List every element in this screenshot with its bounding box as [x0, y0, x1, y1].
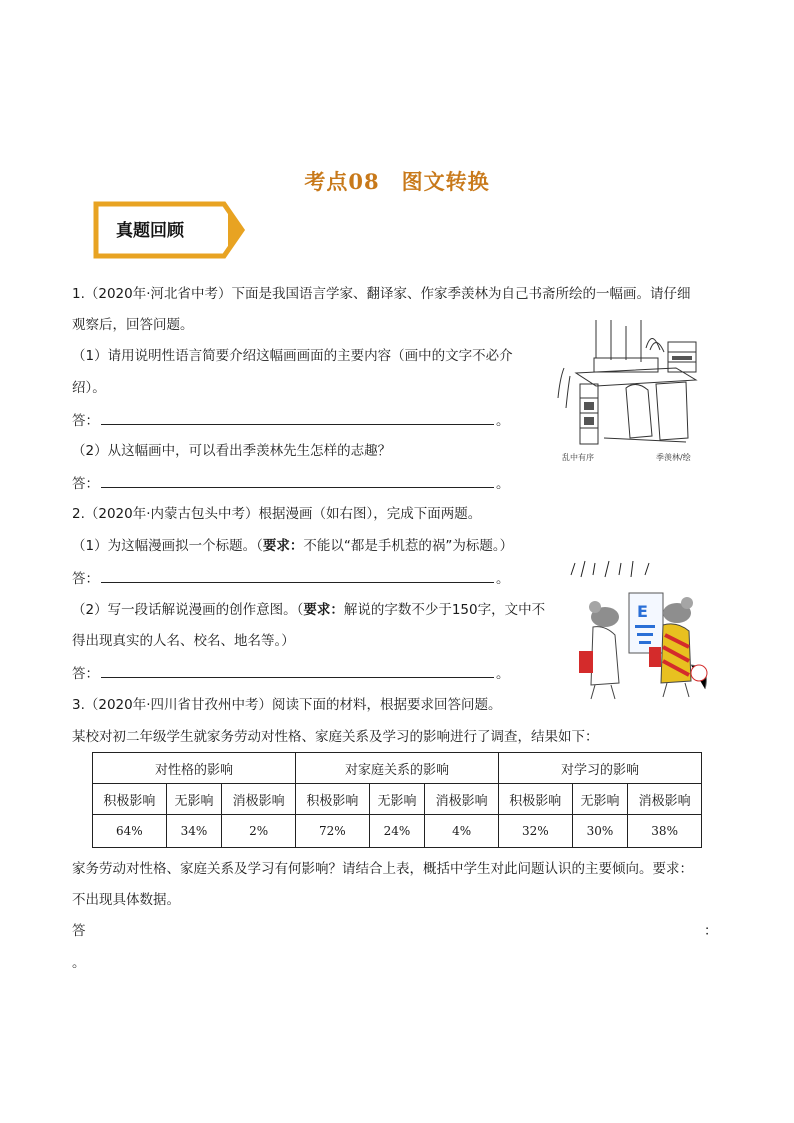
- table-cell: 2%: [222, 815, 296, 848]
- svg-text:E: E: [637, 602, 648, 621]
- table-cell: 34%: [166, 815, 222, 848]
- q1-sub2: （2）从这幅画中，可以看出季羡林先生怎样的志趣？: [72, 443, 392, 459]
- table-subheader: 无影响: [166, 784, 222, 815]
- table-subheader: 消极影响: [222, 784, 296, 815]
- table-cell: 38%: [628, 815, 702, 848]
- table-header-row: [93, 753, 702, 784]
- q3-answer-area[interactable]: [96, 938, 696, 939]
- survey-table: [92, 752, 702, 848]
- page-title: 考点08 图文转换: [304, 169, 490, 194]
- q3-answer-end: 。: [72, 955, 86, 971]
- study-sketch-image: [556, 318, 716, 466]
- table-row: [93, 815, 702, 848]
- answer-label: 答：: [72, 571, 99, 587]
- answer-blank[interactable]: [101, 473, 494, 488]
- q2-sub2: （2）写一段话解说漫画的创作意图。（要求：解说的字数不少于150字，文中不: [72, 602, 546, 618]
- q3-answer-label: 答: [72, 923, 86, 939]
- q3-material: 某校对初二年级学生就家务劳动对性格、家庭关系及学习的影响进行了调查，结果如下：: [72, 729, 599, 745]
- answer-label: 答：: [72, 476, 99, 492]
- table-subheader: 消极影响: [425, 784, 499, 815]
- q3-question-line2: 不出现具体数据。: [72, 892, 180, 908]
- answer-blank[interactable]: [101, 663, 494, 678]
- table-group-header: 对家庭关系的影响: [295, 753, 498, 784]
- table-group-header: 对学习的影响: [498, 753, 701, 784]
- q1-intro-line1: 1.（2020年·河北省中考）下面是我国语言学家、翻译家、作家季羡林为自己书斋所绘的一幅画。请仔细: [72, 286, 691, 302]
- answer-blank[interactable]: [101, 568, 494, 583]
- q3-question-line1: 家务劳动对性格、家庭关系及学习有何影响？请结合上表，概括中学生对此问题认识的主要倾向。要求：: [72, 861, 693, 877]
- answer-end: 。: [496, 666, 510, 682]
- table-cell: 4%: [425, 815, 499, 848]
- table-subheader: 无影响: [369, 784, 425, 815]
- q2-intro: 2.（2020年·内蒙古包头中考）根据漫画（如右图），完成下面两题。: [72, 506, 482, 522]
- q2-answer-1[interactable]: [72, 568, 510, 589]
- table-cell: 72%: [295, 815, 369, 848]
- q1-answer-1[interactable]: [72, 410, 510, 431]
- table-cell: 32%: [498, 815, 572, 848]
- table-subheader: 消极影响: [628, 784, 702, 815]
- sketch-caption-right: 季羡林/绘: [656, 453, 691, 462]
- table-subheader: 无影响: [572, 784, 628, 815]
- cartoon-mice-image: [565, 555, 713, 705]
- answer-end: 。: [496, 571, 510, 587]
- q1-answer-2[interactable]: [72, 473, 510, 494]
- q3-intro: 3.（2020年·四川省甘孜州中考）阅读下面的材料，根据要求回答问题。: [72, 697, 502, 713]
- table-group-header: 对性格的影响: [93, 753, 296, 784]
- q2-sub2-line2: 得出现真实的人名、校名、地名等。）: [72, 633, 295, 649]
- table-cell: 64%: [93, 815, 167, 848]
- q3-answer-colon: ：: [704, 923, 718, 939]
- q1-intro-line2: 观察后，回答问题。: [72, 317, 194, 333]
- q2-answer-2[interactable]: [72, 663, 510, 684]
- answer-end: 。: [496, 476, 510, 492]
- table-subheader-row: [93, 784, 702, 815]
- q1-sub1-line2: 绍）。: [72, 380, 106, 396]
- table-subheader: 积极影响: [295, 784, 369, 815]
- table-subheader: 积极影响: [93, 784, 167, 815]
- answer-label: 答：: [72, 413, 99, 429]
- table-cell: 24%: [369, 815, 425, 848]
- answer-label: 答：: [72, 666, 99, 682]
- table-subheader: 积极影响: [498, 784, 572, 815]
- q2-sub1: （1）为这幅漫画拟一个标题。（要求：不能以“都是手机惹的祸”为标题。）: [72, 538, 514, 554]
- table-cell: 30%: [572, 815, 628, 848]
- q1-sub1-line1: （1）请用说明性语言简要介绍这幅画画面的主要内容（画中的文字不必介: [72, 348, 513, 364]
- answer-blank[interactable]: [101, 410, 494, 425]
- section-banner-label: 真题回顾: [116, 221, 184, 241]
- sketch-caption-left: 乱中有序: [562, 453, 594, 462]
- answer-end: 。: [496, 413, 510, 429]
